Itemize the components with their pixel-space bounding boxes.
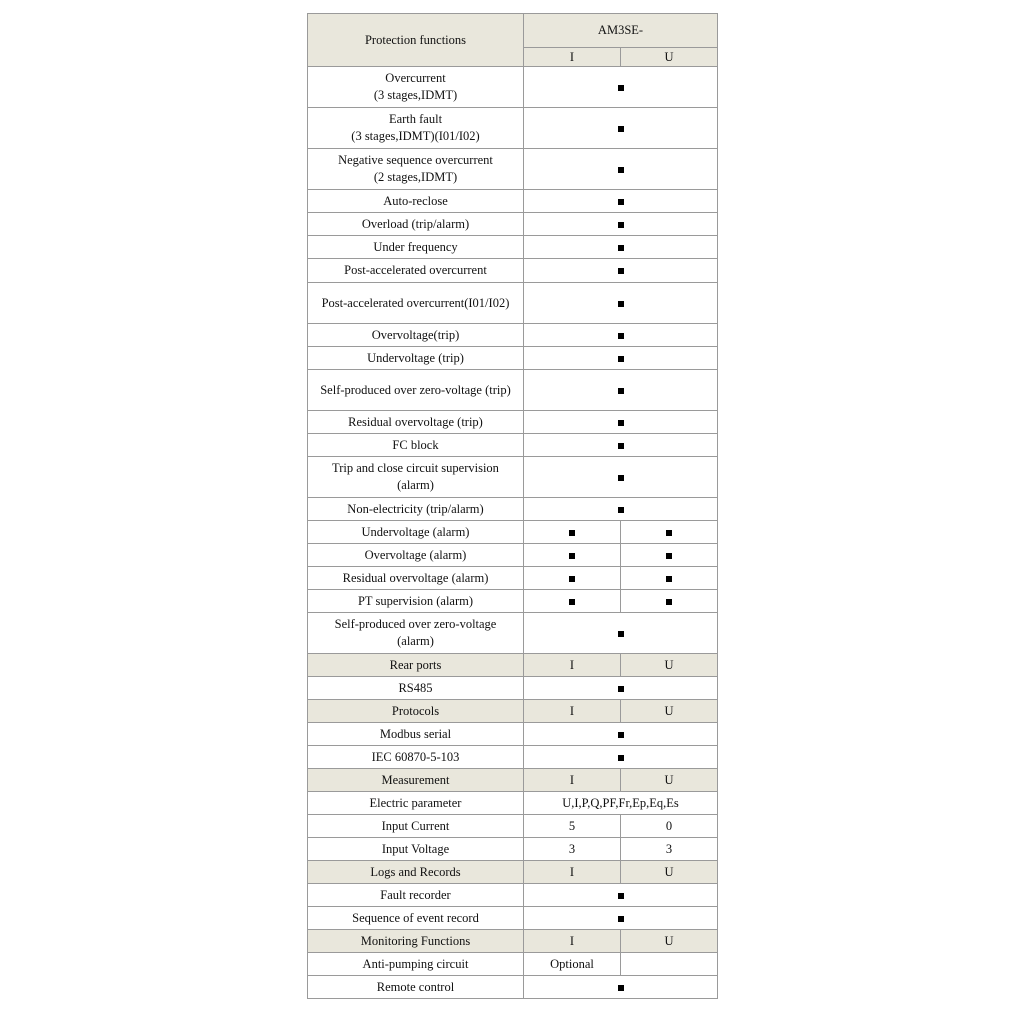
supported-marker <box>524 411 718 434</box>
section-title: Protocols <box>308 700 524 723</box>
table-row <box>308 236 718 259</box>
table-row <box>308 190 718 213</box>
table-row <box>308 434 718 457</box>
table-row <box>308 498 718 521</box>
row-label: FC block <box>308 434 524 457</box>
supported-marker-u <box>621 590 718 613</box>
filled-square-icon <box>666 599 672 605</box>
row-label: RS485 <box>308 677 524 700</box>
row-label: Post-accelerated overcurrent <box>308 259 524 283</box>
input-voltage-i: 3 <box>524 838 621 861</box>
row-label: Input Voltage <box>308 838 524 861</box>
filled-square-icon <box>618 475 624 481</box>
row-label: Self-produced over zero-voltage (trip) <box>308 370 524 411</box>
supported-marker <box>524 677 718 700</box>
row-label: Trip and close circuit supervision (alarm) <box>308 457 524 498</box>
filled-square-icon <box>618 985 624 991</box>
section-header-protocols <box>308 700 718 723</box>
filled-square-icon <box>618 631 624 637</box>
filled-square-icon <box>569 576 575 582</box>
table-row <box>308 544 718 567</box>
row-label: IEC 60870-5-103 <box>308 746 524 769</box>
row-label: Anti-pumping circuit <box>308 953 524 976</box>
supported-marker <box>524 723 718 746</box>
row-label: Under frequency <box>308 236 524 259</box>
table-row <box>308 283 718 324</box>
filled-square-icon <box>666 576 672 582</box>
row-label: Sequence of event record <box>308 907 524 930</box>
filled-square-icon <box>618 388 624 394</box>
section-title: Measurement <box>308 769 524 792</box>
filled-square-icon <box>618 443 624 449</box>
anti-pumping-i: Optional <box>524 953 621 976</box>
supported-marker <box>524 67 718 108</box>
section-col-u: U <box>621 769 718 792</box>
table-row <box>308 457 718 498</box>
section-title: Monitoring Functions <box>308 930 524 953</box>
header-model: AM3SE- <box>524 14 718 48</box>
supported-marker <box>524 108 718 149</box>
row-label: Overload (trip/alarm) <box>308 213 524 236</box>
filled-square-icon <box>618 916 624 922</box>
protection-functions-table <box>307 13 718 999</box>
table-row <box>308 108 718 149</box>
supported-marker <box>524 457 718 498</box>
row-label: Remote control <box>308 976 524 999</box>
filled-square-icon <box>618 893 624 899</box>
input-current-u: 0 <box>621 815 718 838</box>
table-row <box>308 347 718 370</box>
table-row <box>308 149 718 190</box>
table-row <box>308 677 718 700</box>
table-row <box>308 613 718 654</box>
supported-marker <box>524 370 718 411</box>
table-row <box>308 67 718 108</box>
section-title: Logs and Records <box>308 861 524 884</box>
filled-square-icon <box>618 268 624 274</box>
filled-square-icon <box>618 755 624 761</box>
row-label: Negative sequence overcurrent (2 stages,IDMT) <box>308 149 524 190</box>
supported-marker <box>524 149 718 190</box>
filled-square-icon <box>569 530 575 536</box>
filled-square-icon <box>618 301 624 307</box>
table-row <box>308 590 718 613</box>
header-protection-functions: Protection functions <box>308 14 524 67</box>
row-label: Post-accelerated overcurrent(I01/I02) <box>308 283 524 324</box>
electric-parameter-value: U,I,P,Q,PF,Fr,Ep,Eq,Es <box>524 792 718 815</box>
section-header-rear-ports <box>308 654 718 677</box>
filled-square-icon <box>618 333 624 339</box>
table-row <box>308 746 718 769</box>
table-row <box>308 723 718 746</box>
supported-marker-u <box>621 544 718 567</box>
row-label: Earth fault (3 stages,IDMT)(I01/I02) <box>308 108 524 149</box>
table-row <box>308 259 718 283</box>
supported-marker <box>524 283 718 324</box>
table-row <box>308 953 718 976</box>
supported-marker <box>524 498 718 521</box>
supported-marker <box>524 236 718 259</box>
supported-marker <box>524 347 718 370</box>
row-label: Non-electricity (trip/alarm) <box>308 498 524 521</box>
input-current-i: 5 <box>524 815 621 838</box>
table-row <box>308 213 718 236</box>
supported-marker-i <box>524 590 621 613</box>
row-label: Fault recorder <box>308 884 524 907</box>
anti-pumping-u <box>621 953 718 976</box>
section-col-i: I <box>524 769 621 792</box>
supported-marker <box>524 613 718 654</box>
table-row <box>308 792 718 815</box>
section-col-u: U <box>621 654 718 677</box>
table-row <box>308 324 718 347</box>
row-label: Self-produced over zero-voltage (alarm) <box>308 613 524 654</box>
section-header-measurement <box>308 769 718 792</box>
header-col-u: U <box>621 48 718 67</box>
section-col-i: I <box>524 700 621 723</box>
row-label: Input Current <box>308 815 524 838</box>
section-header-logs <box>308 861 718 884</box>
table-row <box>308 907 718 930</box>
supported-marker <box>524 259 718 283</box>
filled-square-icon <box>618 85 624 91</box>
filled-square-icon <box>618 199 624 205</box>
supported-marker <box>524 746 718 769</box>
table-row <box>308 815 718 838</box>
supported-marker-u <box>621 567 718 590</box>
filled-square-icon <box>618 732 624 738</box>
table-row <box>308 976 718 999</box>
section-col-u: U <box>621 861 718 884</box>
supported-marker <box>524 213 718 236</box>
section-title: Rear ports <box>308 654 524 677</box>
row-label: Undervoltage (alarm) <box>308 521 524 544</box>
filled-square-icon <box>618 126 624 132</box>
table-row <box>308 521 718 544</box>
spec-table-container <box>307 13 717 999</box>
filled-square-icon <box>666 553 672 559</box>
supported-marker-i <box>524 567 621 590</box>
row-label: Residual overvoltage (trip) <box>308 411 524 434</box>
table-row <box>308 411 718 434</box>
row-label: Residual overvoltage (alarm) <box>308 567 524 590</box>
row-label: Electric parameter <box>308 792 524 815</box>
filled-square-icon <box>618 245 624 251</box>
row-label: Overvoltage (alarm) <box>308 544 524 567</box>
row-label: PT supervision (alarm) <box>308 590 524 613</box>
table-row <box>308 838 718 861</box>
header-col-i: I <box>524 48 621 67</box>
filled-square-icon <box>666 530 672 536</box>
filled-square-icon <box>618 167 624 173</box>
section-col-i: I <box>524 861 621 884</box>
row-label: Modbus serial <box>308 723 524 746</box>
supported-marker-i <box>524 544 621 567</box>
table-row <box>308 884 718 907</box>
row-label: Overvoltage(trip) <box>308 324 524 347</box>
section-col-u: U <box>621 700 718 723</box>
section-header-monitoring <box>308 930 718 953</box>
section-col-i: I <box>524 930 621 953</box>
filled-square-icon <box>618 686 624 692</box>
supported-marker <box>524 324 718 347</box>
section-col-u: U <box>621 930 718 953</box>
table-row <box>308 370 718 411</box>
filled-square-icon <box>569 553 575 559</box>
supported-marker <box>524 884 718 907</box>
section-col-i: I <box>524 654 621 677</box>
row-label: Auto-reclose <box>308 190 524 213</box>
row-label: Undervoltage (trip) <box>308 347 524 370</box>
supported-marker <box>524 976 718 999</box>
supported-marker <box>524 190 718 213</box>
supported-marker <box>524 907 718 930</box>
filled-square-icon <box>618 356 624 362</box>
filled-square-icon <box>618 420 624 426</box>
row-label: Overcurrent (3 stages,IDMT) <box>308 67 524 108</box>
supported-marker-u <box>621 521 718 544</box>
filled-square-icon <box>569 599 575 605</box>
table-row <box>308 567 718 590</box>
input-voltage-u: 3 <box>621 838 718 861</box>
filled-square-icon <box>618 507 624 513</box>
supported-marker <box>524 434 718 457</box>
filled-square-icon <box>618 222 624 228</box>
supported-marker-i <box>524 521 621 544</box>
